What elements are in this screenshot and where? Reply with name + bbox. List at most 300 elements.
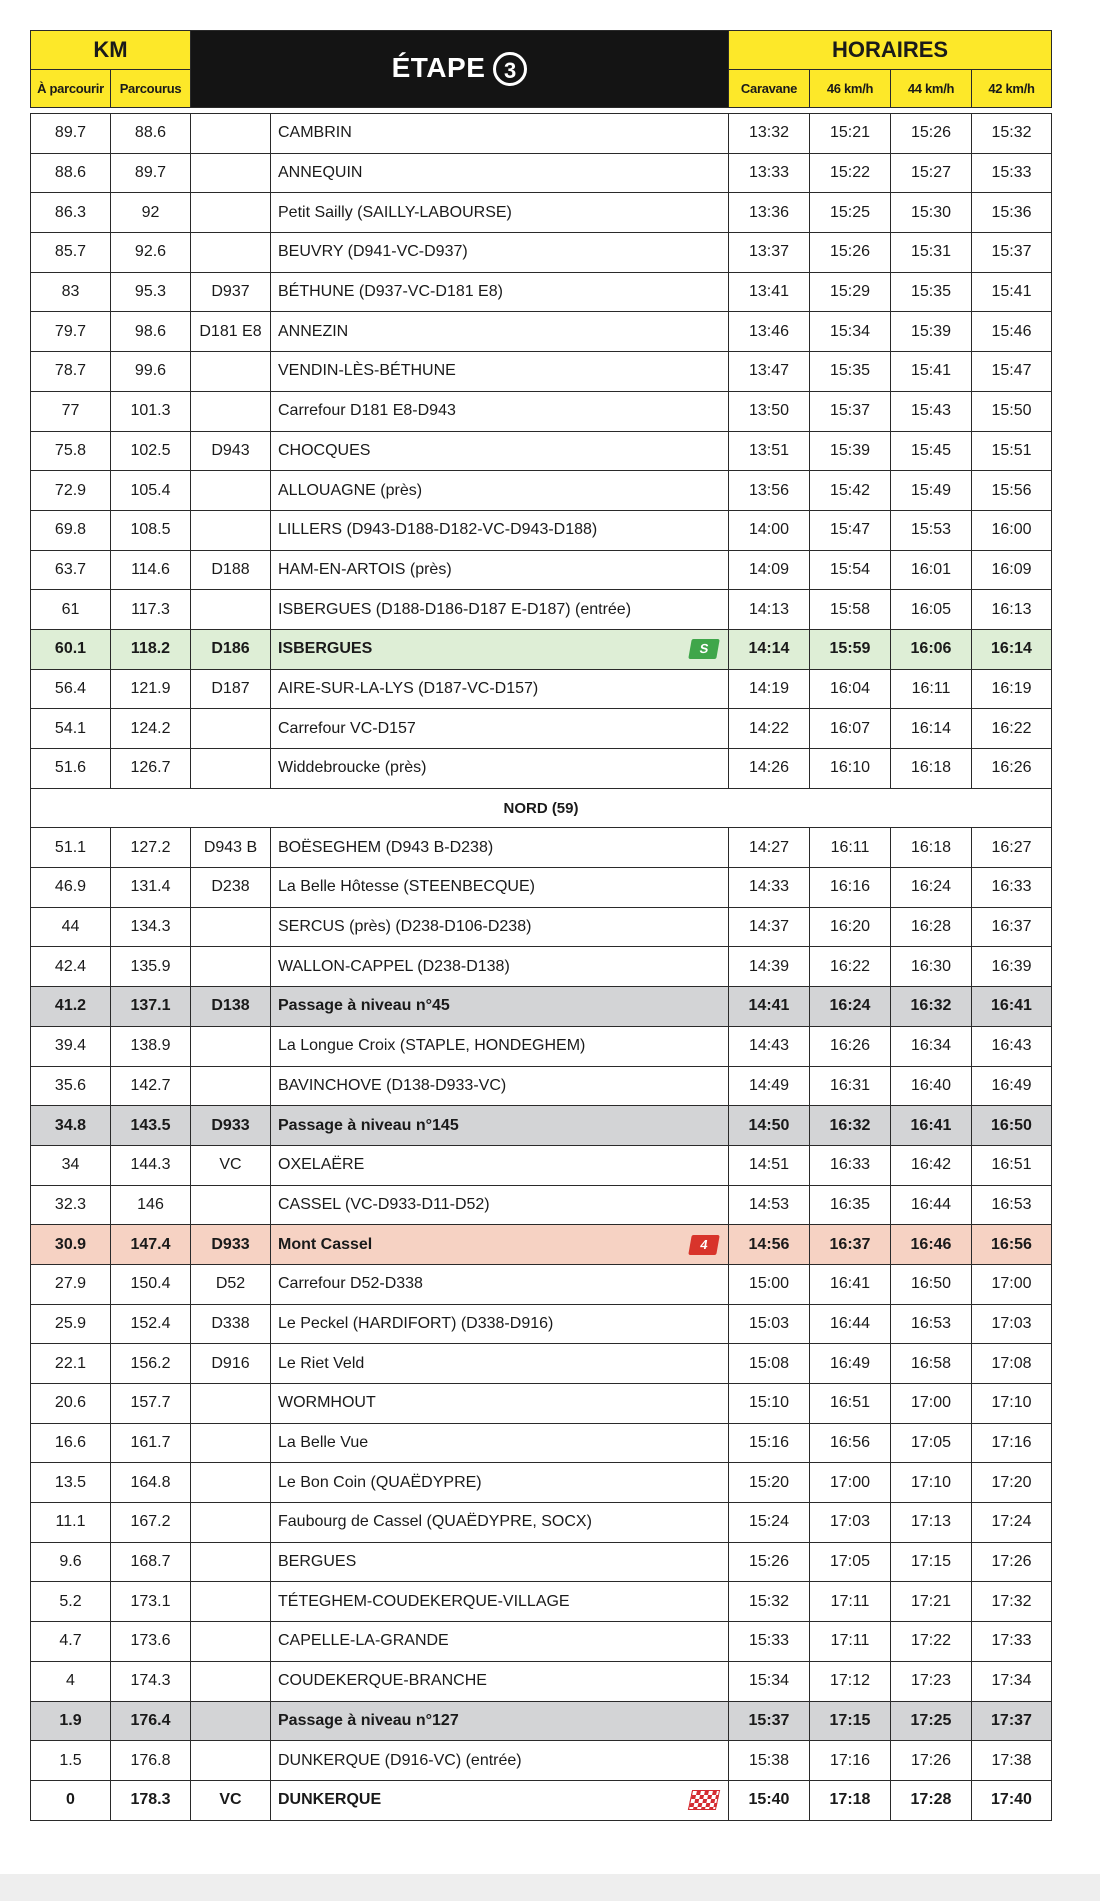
table-row (31, 1264, 1052, 1304)
km-remaining-cell: 9.6 (31, 1542, 111, 1582)
place-name: OXELAËRE (278, 1156, 365, 1174)
time-42-cell: 15:46 (972, 312, 1052, 352)
place-cell (271, 391, 729, 431)
place-cell (271, 947, 729, 987)
km-covered-cell: 108.5 (111, 510, 191, 550)
time-46-cell: 15:58 (810, 590, 891, 630)
km-remaining-cell: 79.7 (31, 312, 111, 352)
time-46-cell: 16:33 (810, 1145, 891, 1185)
table-row (31, 1344, 1052, 1384)
km-covered-cell: 156.2 (111, 1344, 191, 1384)
km-covered-cell: 176.8 (111, 1741, 191, 1781)
km-remaining-cell: 34.8 (31, 1106, 111, 1146)
place-cell (271, 510, 729, 550)
place-cell (271, 1701, 729, 1741)
place-cell (271, 1304, 729, 1344)
region-row (31, 788, 1052, 828)
km-covered-cell: 126.7 (111, 749, 191, 789)
time-42-cell: 15:41 (972, 272, 1052, 312)
road-cell (191, 1066, 271, 1106)
place-cell (271, 1026, 729, 1066)
km-remaining-cell: 88.6 (31, 153, 111, 193)
time-42-cell: 15:36 (972, 193, 1052, 233)
time-42-cell: 15:47 (972, 352, 1052, 392)
place-name: La Belle Hôtesse (STEENBECQUE) (278, 878, 535, 896)
time-44-cell: 16:28 (891, 907, 972, 947)
km-covered-cell: 142.7 (111, 1066, 191, 1106)
place-cell (271, 1344, 729, 1384)
caravan-time-cell: 14:56 (729, 1225, 810, 1265)
road-cell (191, 947, 271, 987)
caravan-time-cell: 14:50 (729, 1106, 810, 1146)
time-44-cell: 16:06 (891, 629, 972, 669)
time-46-cell: 16:26 (810, 1026, 891, 1066)
km-remaining-cell: 51.1 (31, 828, 111, 868)
road-cell (191, 510, 271, 550)
caravan-time-cell: 13:50 (729, 391, 810, 431)
caravan-time-cell: 14:14 (729, 629, 810, 669)
time-42-cell: 17:37 (972, 1701, 1052, 1741)
place-name: Le Bon Coin (QUAËDYPRE) (278, 1473, 482, 1491)
climb-row (31, 1225, 1052, 1265)
caravan-time-cell: 13:32 (729, 114, 810, 154)
time-46-cell: 15:21 (810, 114, 891, 154)
table-row (31, 669, 1052, 709)
km-remaining-cell: 69.8 (31, 510, 111, 550)
time-42-cell: 16:41 (972, 987, 1052, 1027)
place-cell (271, 471, 729, 511)
km-covered-cell: 95.3 (111, 272, 191, 312)
time-42-cell: 16:53 (972, 1185, 1052, 1225)
table-row (31, 352, 1052, 392)
place-cell (271, 1503, 729, 1543)
time-44-cell: 17:23 (891, 1661, 972, 1701)
table-row (31, 1026, 1052, 1066)
road-cell (191, 1503, 271, 1543)
time-44-cell: 15:26 (891, 114, 972, 154)
road-cell (191, 1622, 271, 1662)
km-remaining-cell: 39.4 (31, 1026, 111, 1066)
km-remaining-cell: 27.9 (31, 1264, 111, 1304)
place-name: WORMHOUT (278, 1394, 376, 1412)
km-remaining-cell: 34 (31, 1145, 111, 1185)
time-46-cell: 16:56 (810, 1423, 891, 1463)
caravan-time-cell: 15:03 (729, 1304, 810, 1344)
time-46-cell: 15:54 (810, 550, 891, 590)
place-name: ANNEQUIN (278, 164, 363, 182)
time-46-cell: 16:44 (810, 1304, 891, 1344)
place-name: CAMBRIN (278, 124, 352, 142)
km-remaining-cell: 54.1 (31, 709, 111, 749)
time-42-cell: 17:20 (972, 1463, 1052, 1503)
time-44-cell: 16:01 (891, 550, 972, 590)
table-row (31, 1463, 1052, 1503)
table-row (31, 868, 1052, 908)
km-covered-header: Parcourus (111, 70, 191, 108)
road-cell: D138 (191, 987, 271, 1027)
place-cell (271, 1185, 729, 1225)
km-remaining-cell: 41.2 (31, 987, 111, 1027)
table-row (31, 431, 1052, 471)
time-42-cell: 16:19 (972, 669, 1052, 709)
place-name: CHOCQUES (278, 441, 371, 459)
region-label: NORD (59) (31, 788, 1052, 828)
caravan-time-cell: 13:46 (729, 312, 810, 352)
time-44-cell: 16:50 (891, 1264, 972, 1304)
table-row (31, 1582, 1052, 1622)
place-name: BÉTHUNE (D937-VC-D181 E8) (278, 283, 503, 301)
place-cell (271, 1582, 729, 1622)
road-cell: D338 (191, 1304, 271, 1344)
time-44-cell: 16:53 (891, 1304, 972, 1344)
place-name: CASSEL (VC-D933-D11-D52) (278, 1195, 490, 1213)
time-42-cell: 17:16 (972, 1423, 1052, 1463)
time-46-cell: 16:22 (810, 947, 891, 987)
place-cell (271, 828, 729, 868)
road-cell (191, 1463, 271, 1503)
road-cell (191, 590, 271, 630)
km-covered-cell: 102.5 (111, 431, 191, 471)
itinerary-rows (31, 114, 1052, 1821)
bottom-strip (0, 1874, 1100, 1901)
caravan-time-cell: 15:38 (729, 1741, 810, 1781)
km-remaining-cell: 20.6 (31, 1384, 111, 1424)
place-name: Widdebroucke (près) (278, 759, 427, 777)
place-cell (271, 431, 729, 471)
time-42-cell: 16:39 (972, 947, 1052, 987)
road-cell (191, 1701, 271, 1741)
time-44-cell: 17:13 (891, 1503, 972, 1543)
caravan-time-cell: 14:41 (729, 987, 810, 1027)
time-42-cell: 17:08 (972, 1344, 1052, 1384)
caravan-time-cell: 13:36 (729, 193, 810, 233)
time-44-cell: 16:30 (891, 947, 972, 987)
place-cell (271, 749, 729, 789)
km-covered-cell: 150.4 (111, 1264, 191, 1304)
place-name: Petit Sailly (SAILLY-LABOURSE) (278, 203, 512, 221)
km-covered-cell: 131.4 (111, 868, 191, 908)
km-covered-cell: 173.1 (111, 1582, 191, 1622)
km-covered-cell: 92 (111, 193, 191, 233)
km-remaining-cell: 75.8 (31, 431, 111, 471)
time-42-cell: 16:22 (972, 709, 1052, 749)
km-covered-cell: 135.9 (111, 947, 191, 987)
table-row (31, 1384, 1052, 1424)
km-covered-cell: 147.4 (111, 1225, 191, 1265)
km-covered-cell: 164.8 (111, 1463, 191, 1503)
km-covered-cell: 152.4 (111, 1304, 191, 1344)
caravan-time-cell: 13:37 (729, 233, 810, 273)
time-44-cell: 17:28 (891, 1780, 972, 1820)
km-remaining-cell: 32.3 (31, 1185, 111, 1225)
time-46-cell: 15:47 (810, 510, 891, 550)
place-name: ANNEZIN (278, 322, 349, 340)
place-cell (271, 1780, 729, 1820)
time-44-cell: 15:41 (891, 352, 972, 392)
caravan-time-cell: 14:43 (729, 1026, 810, 1066)
road-cell: D937 (191, 272, 271, 312)
road-cell (191, 153, 271, 193)
stage-title (191, 31, 729, 108)
caravan-time-cell: 15:33 (729, 1622, 810, 1662)
caravan-time-cell: 15:24 (729, 1503, 810, 1543)
caravan-time-cell: 14:37 (729, 907, 810, 947)
km-covered-cell: 98.6 (111, 312, 191, 352)
place-name: HAM-EN-ARTOIS (près) (278, 560, 452, 578)
km-remaining-cell: 72.9 (31, 471, 111, 511)
km-covered-cell: 134.3 (111, 907, 191, 947)
km-covered-cell: 117.3 (111, 590, 191, 630)
road-cell (191, 1542, 271, 1582)
time-46-cell: 17:05 (810, 1542, 891, 1582)
time-44-cell: 15:53 (891, 510, 972, 550)
place-name: BEUVRY (D941-VC-D937) (278, 243, 468, 261)
table-row (31, 1185, 1052, 1225)
place-cell (271, 590, 729, 630)
place-cell (271, 629, 729, 669)
km-remaining-header: À parcourir (31, 70, 111, 108)
place-name: BERGUES (278, 1553, 357, 1571)
table-row (31, 550, 1052, 590)
time-42-cell: 17:03 (972, 1304, 1052, 1344)
place-name: LILLERS (D943-D188-D182-VC-D943-D188) (278, 521, 598, 539)
road-cell (191, 749, 271, 789)
finish-row (31, 1780, 1052, 1820)
time-44-cell: 15:39 (891, 312, 972, 352)
time-42-cell: 17:26 (972, 1542, 1052, 1582)
km-covered-cell: 157.7 (111, 1384, 191, 1424)
place-name: TÉTEGHEM-COUDEKERQUE-VILLAGE (278, 1592, 570, 1610)
place-cell (271, 1066, 729, 1106)
time-44-cell: 15:35 (891, 272, 972, 312)
km-covered-cell: 176.4 (111, 1701, 191, 1741)
time-46-cell: 17:11 (810, 1582, 891, 1622)
time-46-cell: 17:03 (810, 1503, 891, 1543)
km-covered-cell: 143.5 (111, 1106, 191, 1146)
table-row (31, 193, 1052, 233)
caravan-time-cell: 14:13 (729, 590, 810, 630)
road-cell (191, 1026, 271, 1066)
table-row (31, 272, 1052, 312)
caravan-time-cell: 13:47 (729, 352, 810, 392)
time-44-cell: 17:25 (891, 1701, 972, 1741)
time-46-cell: 15:25 (810, 193, 891, 233)
time-42-cell: 15:56 (972, 471, 1052, 511)
place-name: DUNKERQUE (D916-VC) (entrée) (278, 1751, 522, 1769)
time-44-cell: 17:15 (891, 1542, 972, 1582)
table-row (31, 510, 1052, 550)
time-46-cell: 15:29 (810, 272, 891, 312)
place-name: ISBERGUES (D188-D186-D187 E-D187) (entrée) (278, 600, 632, 618)
km-covered-cell: 144.3 (111, 1145, 191, 1185)
time-44-cell: 17:10 (891, 1463, 972, 1503)
time-46-cell: 16:24 (810, 987, 891, 1027)
road-cell (191, 1661, 271, 1701)
time-42-cell: 16:33 (972, 868, 1052, 908)
time-46-cell: 17:12 (810, 1661, 891, 1701)
time-42-cell: 17:38 (972, 1741, 1052, 1781)
km-remaining-cell: 25.9 (31, 1304, 111, 1344)
time-46-cell: 17:16 (810, 1741, 891, 1781)
place-cell (271, 1423, 729, 1463)
km-remaining-cell: 5.2 (31, 1582, 111, 1622)
km-remaining-cell: 83 (31, 272, 111, 312)
time-42-cell: 17:32 (972, 1582, 1052, 1622)
caravan-time-cell: 15:26 (729, 1542, 810, 1582)
road-cell (191, 1185, 271, 1225)
road-cell: D238 (191, 868, 271, 908)
sprint-badge-icon: S (688, 639, 720, 659)
time-44-cell: 16:44 (891, 1185, 972, 1225)
time-44-cell: 16:46 (891, 1225, 972, 1265)
time-42-cell: 16:50 (972, 1106, 1052, 1146)
km-covered-cell: 178.3 (111, 1780, 191, 1820)
km-covered-cell: 105.4 (111, 471, 191, 511)
time-42-cell: 15:32 (972, 114, 1052, 154)
time-42-cell: 16:26 (972, 749, 1052, 789)
km-covered-cell: 114.6 (111, 550, 191, 590)
time-46-cell: 17:15 (810, 1701, 891, 1741)
road-cell (191, 471, 271, 511)
road-cell: D943 B (191, 828, 271, 868)
place-cell (271, 272, 729, 312)
finish-flag-icon (688, 1790, 720, 1810)
km-covered-cell: 101.3 (111, 391, 191, 431)
km-remaining-cell: 22.1 (31, 1344, 111, 1384)
speed-46-header: 46 km/h (810, 70, 891, 108)
schedule-header: HORAIRES (729, 31, 1052, 70)
table-row (31, 1304, 1052, 1344)
crossing-row (31, 987, 1052, 1027)
place-name: La Belle Vue (278, 1434, 369, 1452)
speed-42-header: 42 km/h (972, 70, 1052, 108)
caravan-time-cell: 14:49 (729, 1066, 810, 1106)
time-42-cell: 17:34 (972, 1661, 1052, 1701)
crossing-row (31, 1106, 1052, 1146)
caravan-time-cell: 14:53 (729, 1185, 810, 1225)
km-remaining-cell: 85.7 (31, 233, 111, 273)
table-row (31, 947, 1052, 987)
time-46-cell: 15:22 (810, 153, 891, 193)
place-name: Passage à niveau n°145 (278, 1116, 459, 1134)
table-row (31, 1423, 1052, 1463)
km-covered-cell: 88.6 (111, 114, 191, 154)
place-cell (271, 1106, 729, 1146)
place-name: CAPELLE-LA-GRANDE (278, 1632, 449, 1650)
itinerary-table (30, 30, 1052, 1821)
place-cell (271, 1264, 729, 1304)
time-42-cell: 16:13 (972, 590, 1052, 630)
place-cell (271, 1542, 729, 1582)
time-44-cell: 16:18 (891, 828, 972, 868)
time-42-cell: 15:51 (972, 431, 1052, 471)
place-cell (271, 868, 729, 908)
road-cell: D933 (191, 1106, 271, 1146)
place-cell (271, 1661, 729, 1701)
table-row (31, 1145, 1052, 1185)
table-row (31, 907, 1052, 947)
time-46-cell: 15:34 (810, 312, 891, 352)
time-46-cell: 17:00 (810, 1463, 891, 1503)
table-row (31, 312, 1052, 352)
place-cell (271, 312, 729, 352)
road-cell (191, 1582, 271, 1622)
time-46-cell: 15:37 (810, 391, 891, 431)
time-44-cell: 16:58 (891, 1344, 972, 1384)
caravan-time-cell: 15:16 (729, 1423, 810, 1463)
place-cell (271, 1145, 729, 1185)
time-44-cell: 16:05 (891, 590, 972, 630)
time-46-cell: 15:42 (810, 471, 891, 511)
time-42-cell: 16:37 (972, 907, 1052, 947)
table-row (31, 590, 1052, 630)
time-42-cell: 16:51 (972, 1145, 1052, 1185)
km-remaining-cell: 44 (31, 907, 111, 947)
time-44-cell: 16:18 (891, 749, 972, 789)
place-cell (271, 1622, 729, 1662)
km-covered-cell: 89.7 (111, 153, 191, 193)
caravan-time-cell: 13:56 (729, 471, 810, 511)
caravan-header: Caravane (729, 70, 810, 108)
km-covered-cell: 137.1 (111, 987, 191, 1027)
time-42-cell: 16:09 (972, 550, 1052, 590)
caravan-time-cell: 15:08 (729, 1344, 810, 1384)
km-remaining-cell: 1.9 (31, 1701, 111, 1741)
km-remaining-cell: 86.3 (31, 193, 111, 233)
time-42-cell: 15:50 (972, 391, 1052, 431)
caravan-time-cell: 14:27 (729, 828, 810, 868)
caravan-time-cell: 14:00 (729, 510, 810, 550)
table-row (31, 1661, 1052, 1701)
time-42-cell: 16:56 (972, 1225, 1052, 1265)
caravan-time-cell: 15:10 (729, 1384, 810, 1424)
time-44-cell: 15:43 (891, 391, 972, 431)
time-44-cell: 16:41 (891, 1106, 972, 1146)
time-44-cell: 16:24 (891, 868, 972, 908)
time-44-cell: 17:05 (891, 1423, 972, 1463)
road-cell: D916 (191, 1344, 271, 1384)
climb-category-badge-icon: 4 (688, 1235, 720, 1255)
time-46-cell: 17:18 (810, 1780, 891, 1820)
km-covered-cell: 124.2 (111, 709, 191, 749)
table-row (31, 391, 1052, 431)
road-cell: D181 E8 (191, 312, 271, 352)
time-44-cell: 15:27 (891, 153, 972, 193)
time-46-cell: 16:07 (810, 709, 891, 749)
road-cell: D186 (191, 629, 271, 669)
caravan-time-cell: 15:20 (729, 1463, 810, 1503)
km-remaining-cell: 51.6 (31, 749, 111, 789)
table-row (31, 1741, 1052, 1781)
time-42-cell: 17:33 (972, 1622, 1052, 1662)
place-cell (271, 193, 729, 233)
km-covered-cell: 127.2 (111, 828, 191, 868)
stage-label: ÉTAPE (391, 51, 486, 83)
table-row (31, 828, 1052, 868)
km-remaining-cell: 1.5 (31, 1741, 111, 1781)
time-42-cell: 15:37 (972, 233, 1052, 273)
time-46-cell: 16:20 (810, 907, 891, 947)
km-remaining-cell: 46.9 (31, 868, 111, 908)
road-cell: D188 (191, 550, 271, 590)
caravan-time-cell: 14:33 (729, 868, 810, 908)
km-covered-cell: 121.9 (111, 669, 191, 709)
km-covered-cell: 161.7 (111, 1423, 191, 1463)
time-46-cell: 16:11 (810, 828, 891, 868)
km-remaining-cell: 0 (31, 1780, 111, 1820)
road-cell: D187 (191, 669, 271, 709)
time-44-cell: 15:49 (891, 471, 972, 511)
